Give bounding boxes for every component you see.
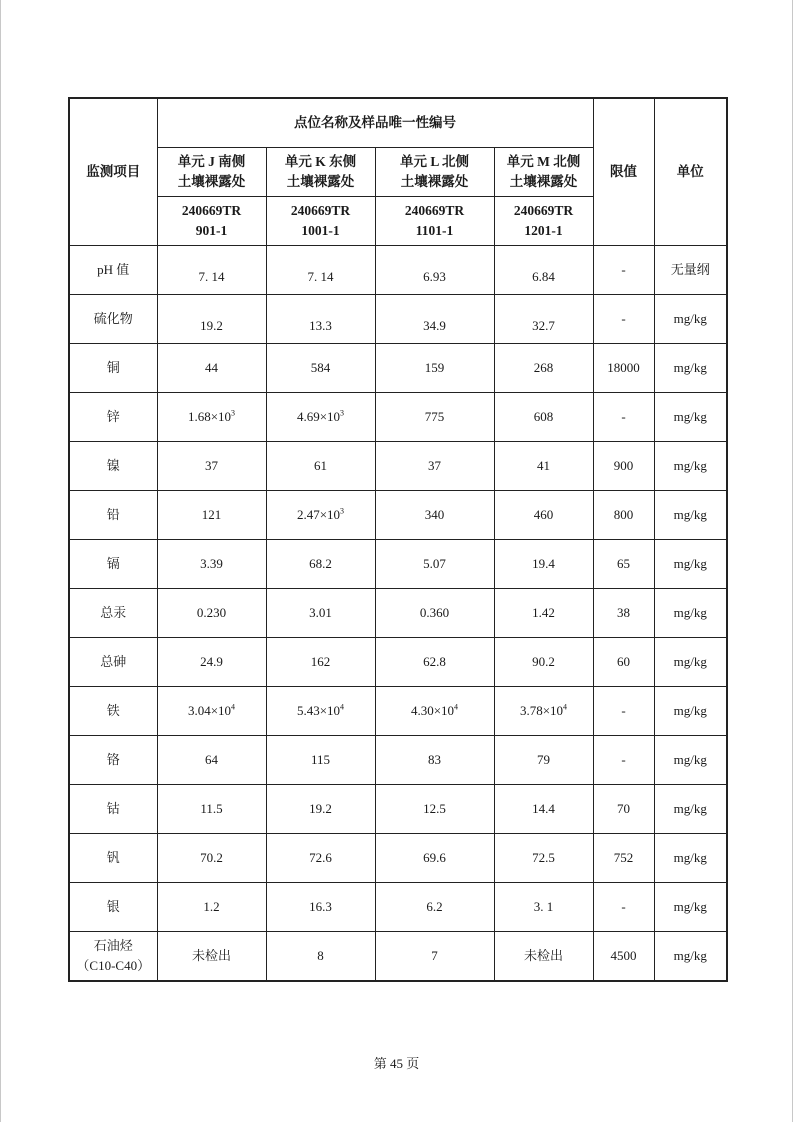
table-row [69, 931, 727, 981]
value-cell: 1.42 [494, 588, 593, 637]
item-name-cell: 钒 [69, 833, 157, 882]
table-row [69, 392, 727, 441]
table-row [69, 686, 727, 735]
item-name-cell: pH 值 [69, 245, 157, 294]
limit-cell: 900 [593, 441, 654, 490]
value-cell: 34.9 [375, 294, 494, 343]
limit-cell: - [593, 735, 654, 784]
value-cell: 12.5 [375, 784, 494, 833]
table-body [69, 245, 727, 981]
value-cell: 62.8 [375, 637, 494, 686]
value-cell: 37 [375, 441, 494, 490]
value-cell: 32.7 [494, 294, 593, 343]
unit-cell: mg/kg [654, 735, 727, 784]
item-name-cell: 银 [69, 882, 157, 931]
value-cell: 72.6 [266, 833, 375, 882]
table-row [69, 441, 727, 490]
value-cell: 未检出 [157, 931, 266, 981]
exponent: 4 [454, 702, 459, 712]
value-cell: 162 [266, 637, 375, 686]
value-cell: $2.47\times 10^3$ [266, 490, 375, 539]
exponent: 3 [340, 506, 345, 516]
item-name-cell: 铬 [69, 735, 157, 784]
unit-cell: mg/kg [654, 882, 727, 931]
value-cell: 340 [375, 490, 494, 539]
value-cell: 37 [157, 441, 266, 490]
value-cell: 11.5 [157, 784, 266, 833]
limit-cell: 800 [593, 490, 654, 539]
limit-cell: 38 [593, 588, 654, 637]
value-cell: 159 [375, 343, 494, 392]
limit-cell: - [593, 294, 654, 343]
value-cell: 7. 14 [157, 245, 266, 294]
limit-cell: 18000 [593, 343, 654, 392]
value-cell: 14.4 [494, 784, 593, 833]
value-cell: 未检出 [494, 931, 593, 981]
unit-cell: mg/kg [654, 392, 727, 441]
table-row [69, 490, 727, 539]
value-cell: 5.07 [375, 539, 494, 588]
value-cell: 584 [266, 343, 375, 392]
limit-cell: 4500 [593, 931, 654, 981]
value-cell: 19.4 [494, 539, 593, 588]
value-cell: 775 [375, 392, 494, 441]
value-cell: 19.2 [157, 294, 266, 343]
value-cell: $4.69\times 10^3$ [266, 392, 375, 441]
table-row [69, 539, 727, 588]
site-name-l: 单元 L 北侧 土壤裸露处 [375, 147, 494, 196]
table-row [69, 245, 727, 294]
table-row [69, 735, 727, 784]
value-cell: 68.2 [266, 539, 375, 588]
unit-cell: mg/kg [654, 784, 727, 833]
value-cell: 64 [157, 735, 266, 784]
unit-cell: mg/kg [654, 833, 727, 882]
limit-cell: - [593, 882, 654, 931]
value-cell: 268 [494, 343, 593, 392]
value-cell: 0.360 [375, 588, 494, 637]
value-cell: $4.30\times 10^4$ [375, 686, 494, 735]
limit-cell: 752 [593, 833, 654, 882]
exponent: 4 [231, 702, 236, 712]
header-unit: 单位 [654, 98, 727, 245]
site-name-k: 单元 K 东侧 土壤裸露处 [266, 147, 375, 196]
item-name-cell: 镍 [69, 441, 157, 490]
item-name-cell: 镉 [69, 539, 157, 588]
value-cell: 7. 14 [266, 245, 375, 294]
exponent: 3 [231, 408, 236, 418]
monitoring-results-table [68, 97, 728, 982]
item-name-cell: 铅 [69, 490, 157, 539]
exponent: 3 [340, 408, 345, 418]
item-name-cell: 总砷 [69, 637, 157, 686]
item-name-cell: 铜 [69, 343, 157, 392]
value-cell: 41 [494, 441, 593, 490]
page-number: 第 45 页 [373, 1056, 420, 1071]
item-name-cell: 锌 [69, 392, 157, 441]
page-edge-left [0, 0, 1, 1122]
item-name-cell: 钴 [69, 784, 157, 833]
value-cell: 460 [494, 490, 593, 539]
value-cell: 16.3 [266, 882, 375, 931]
sample-code-l: 240669TR 1101-1 [375, 196, 494, 245]
exponent: 4 [563, 702, 568, 712]
value-cell: 24.9 [157, 637, 266, 686]
value-cell: $3.78\times 10^4$ [494, 686, 593, 735]
limit-cell: 70 [593, 784, 654, 833]
value-cell: $5.43\times 10^4$ [266, 686, 375, 735]
unit-cell: mg/kg [654, 637, 727, 686]
value-cell: 3.39 [157, 539, 266, 588]
value-cell: 83 [375, 735, 494, 784]
header-row-1 [69, 98, 727, 147]
unit-cell: mg/kg [654, 343, 727, 392]
header-monitor-item: 监测项目 [69, 98, 157, 245]
value-cell: 3.01 [266, 588, 375, 637]
sample-code-m: 240669TR 1201-1 [494, 196, 593, 245]
value-cell: 79 [494, 735, 593, 784]
item-name-cell: 石油烃 （C10-C40） [69, 931, 157, 981]
table-row [69, 833, 727, 882]
value-cell: $3.04\times 10^4$ [157, 686, 266, 735]
limit-cell: - [593, 686, 654, 735]
unit-cell: mg/kg [654, 931, 727, 981]
value-cell: 90.2 [494, 637, 593, 686]
value-cell: 13.3 [266, 294, 375, 343]
table-row [69, 588, 727, 637]
table-row [69, 637, 727, 686]
table-row [69, 882, 727, 931]
sample-code-k: 240669TR 1001-1 [266, 196, 375, 245]
limit-cell: 65 [593, 539, 654, 588]
value-cell: 3. 1 [494, 882, 593, 931]
value-cell: 1.2 [157, 882, 266, 931]
sample-code-j: 240669TR 901-1 [157, 196, 266, 245]
value-cell: 6.93 [375, 245, 494, 294]
value-cell: 608 [494, 392, 593, 441]
header-location-group: 点位名称及样品唯一性编号 [157, 98, 593, 147]
limit-cell: - [593, 392, 654, 441]
limit-cell: - [593, 245, 654, 294]
value-cell: 70.2 [157, 833, 266, 882]
value-cell: $1.68\times 10^3$ [157, 392, 266, 441]
value-cell: 69.6 [375, 833, 494, 882]
unit-cell: mg/kg [654, 441, 727, 490]
table-row [69, 294, 727, 343]
value-cell: 6.2 [375, 882, 494, 931]
value-cell: 72.5 [494, 833, 593, 882]
value-cell: 7 [375, 931, 494, 981]
unit-cell: mg/kg [654, 588, 727, 637]
value-cell: 121 [157, 490, 266, 539]
table-row [69, 784, 727, 833]
item-name-cell: 铁 [69, 686, 157, 735]
unit-cell: mg/kg [654, 539, 727, 588]
value-cell: 44 [157, 343, 266, 392]
unit-cell: 无量纲 [654, 245, 727, 294]
unit-cell: mg/kg [654, 686, 727, 735]
unit-cell: mg/kg [654, 490, 727, 539]
item-name-cell: 硫化物 [69, 294, 157, 343]
value-cell: 6.84 [494, 245, 593, 294]
header-limit: 限值 [593, 98, 654, 245]
value-cell: 19.2 [266, 784, 375, 833]
site-name-m: 单元 M 北侧 土壤裸露处 [494, 147, 593, 196]
value-cell: 115 [266, 735, 375, 784]
value-cell: 8 [266, 931, 375, 981]
item-name-cell: 总汞 [69, 588, 157, 637]
site-name-j: 单元 J 南侧 土壤裸露处 [157, 147, 266, 196]
value-cell: 0.230 [157, 588, 266, 637]
table-row [69, 343, 727, 392]
limit-cell: 60 [593, 637, 654, 686]
unit-cell: mg/kg [654, 294, 727, 343]
exponent: 4 [340, 702, 345, 712]
value-cell: 61 [266, 441, 375, 490]
